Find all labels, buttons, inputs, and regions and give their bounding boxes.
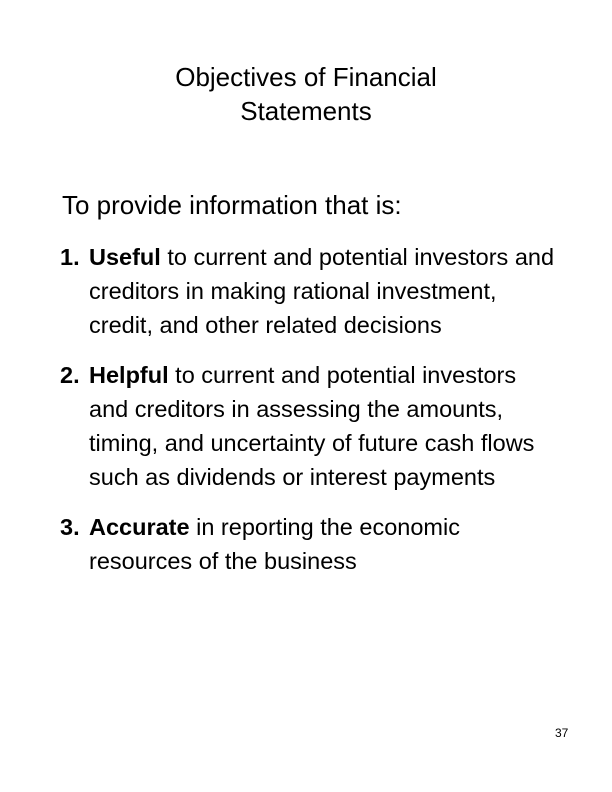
objectives-list <box>60 240 560 594</box>
objective-number: 2. <box>60 362 80 388</box>
objective-body <box>89 510 560 578</box>
objective-text: in reporting the economic resources of the business <box>89 514 460 574</box>
objective-number: 1. <box>60 244 80 270</box>
page-number: 37 <box>555 726 569 740</box>
objective-term: Helpful <box>89 362 169 388</box>
slide-title-line-1: Objectives of Financial <box>175 62 437 92</box>
objective-text: to current and potential investors and creditors in making rational investment, credit, and other related decisions <box>89 244 555 338</box>
objective-term: Useful <box>89 244 161 270</box>
objective-number: 3. <box>60 514 80 540</box>
objective-item-helpful <box>60 358 560 494</box>
slide-title <box>0 60 612 128</box>
objective-body <box>89 240 560 342</box>
objective-term: Accurate <box>89 514 190 540</box>
objective-text: to current and potential investors and creditors in assessing the amounts, timing, and uncertainty of future cash flows such as dividends or interest payments <box>89 362 535 490</box>
objective-body <box>89 358 560 494</box>
objective-item-accurate <box>60 510 560 578</box>
intro-text: To provide information that is: <box>62 190 402 220</box>
objective-item-useful <box>60 240 560 342</box>
slide-title-line-2: Statements <box>240 96 372 126</box>
